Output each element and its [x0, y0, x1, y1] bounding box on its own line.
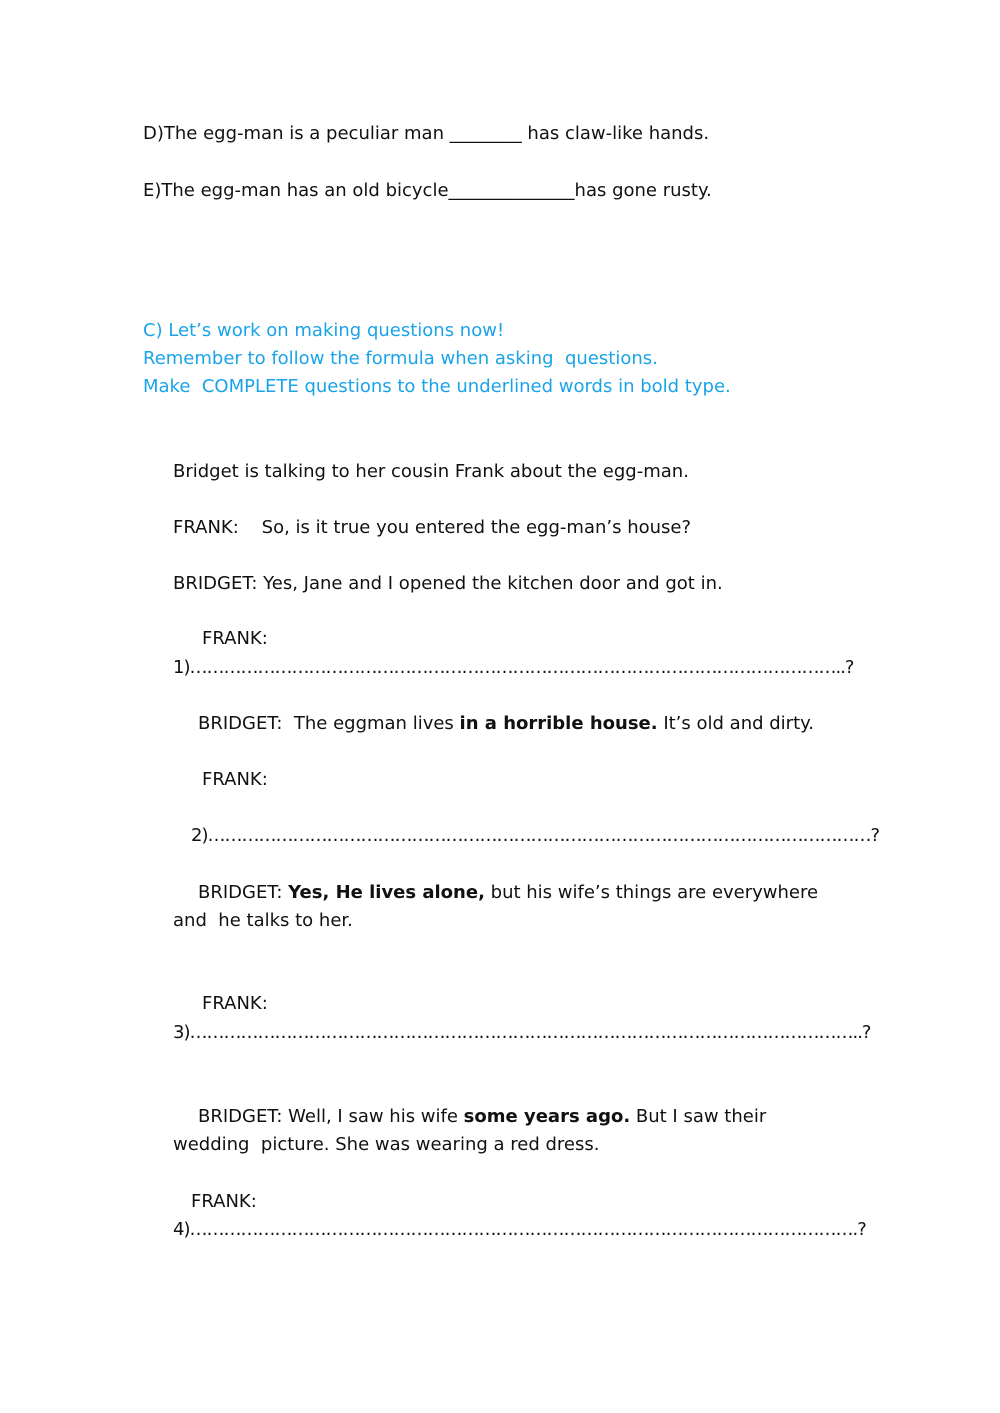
bridget-3-bold: Yes, He lives alone, — [288, 882, 485, 903]
bridget-4-bold: some years ago. — [463, 1106, 631, 1127]
bridget-3-end: but his wife’s things are everywhere — [484, 882, 819, 903]
sentence-e-end: has gone rusty. — [574, 180, 712, 201]
bridget-line-3-cont: and he talks to her. — [173, 910, 353, 931]
dialogue-intro: Bridget is talking to her cousin Frank about the egg-man. — [173, 461, 689, 482]
bridget-4-end: But I saw their — [630, 1106, 767, 1127]
sentence-d-blank[interactable]: ________ — [449, 123, 522, 144]
sentence-d-end: has claw-like hands. — [521, 123, 710, 144]
question-2-speaker: FRANK: — [202, 769, 268, 790]
instruction-formula: Remember to follow the formula when asking questions. — [143, 348, 658, 369]
bridget-3-text: BRIDGET: — [198, 882, 289, 903]
bridget-line-4 — [198, 1103, 766, 1131]
sentence-e-start: E)The egg-man has an old bicycle — [143, 180, 449, 201]
question-3-answer-line[interactable]: 3)………………………………………………………………………………………………………..? — [173, 1022, 871, 1043]
bridget-2-end: It’s old and dirty. — [657, 713, 814, 734]
question-1-answer-line[interactable]: 1)……………………………………………………………………………………………………..? — [173, 657, 854, 678]
sentence-e-blank[interactable]: ______________ — [448, 180, 575, 201]
bridget-line-3 — [198, 879, 818, 907]
frank-line-1: FRANK: So, is it true you entered the egg-man’s house? — [173, 517, 692, 538]
question-3-speaker: FRANK: — [202, 993, 268, 1014]
question-4-speaker: FRANK: — [191, 1191, 257, 1212]
sentence-d-start: D)The egg-man is a peculiar man — [143, 123, 450, 144]
instruction-task: Make COMPLETE questions to the underlined words in bold type. — [143, 376, 731, 397]
sentence-d — [143, 120, 709, 148]
sentence-e — [143, 177, 712, 205]
question-2-answer-line[interactable]: 2)………………………………………………………………………………………………………? — [191, 825, 880, 846]
question-4-answer-line[interactable]: 4)……………………………………………………………………………………………………….? — [173, 1219, 866, 1240]
bridget-line-1: BRIDGET: Yes, Jane and I opened the kitchen door and got in. — [173, 573, 723, 594]
instruction-heading: C) Let’s work on making questions now! — [143, 320, 505, 341]
bridget-line-2 — [198, 710, 814, 738]
bridget-2-bold: in a horrible house. — [459, 713, 658, 734]
bridget-2-text: BRIDGET: The eggman lives — [198, 713, 460, 734]
question-1-speaker: FRANK: — [202, 628, 268, 649]
bridget-line-4-cont: wedding picture. She was wearing a red dress. — [173, 1134, 600, 1155]
bridget-4-text: BRIDGET: Well, I saw his wife — [198, 1106, 464, 1127]
